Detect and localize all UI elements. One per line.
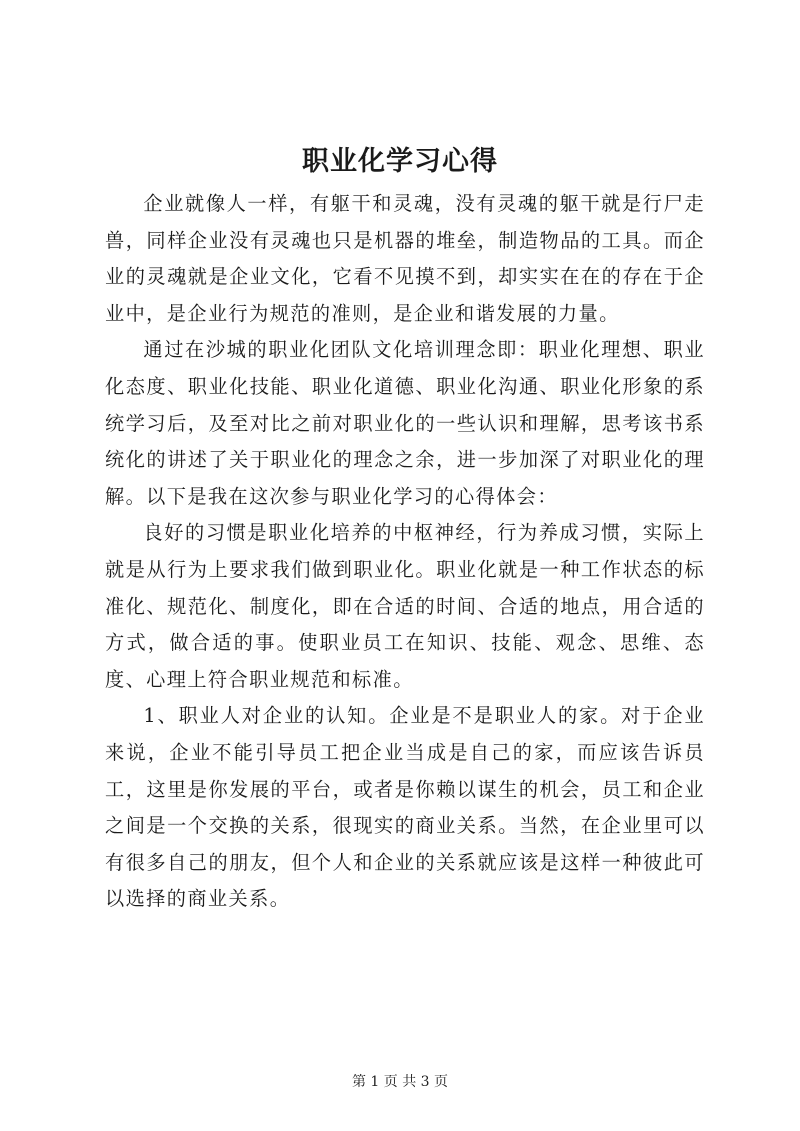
- paragraph-3: 良好的习惯是职业化培养的中枢神经，行为养成习惯，实际上就是从行为上要求我们做到职业化。职业化就是一种工作状态的标准化、规范化、制度化，即在合适的时间、合适的地点，用合适的方式，做合适的事。使职业员工在知识、技能、观念、思维、态度、心理上符合职业规范和标准。: [105, 521, 705, 691]
- document-title: 职业化学习心得: [302, 146, 498, 177]
- paragraph-4: 1、职业人对企业的认知。企业是不是职业人的家。对于企业来说，企业不能引导员工把企业当成是自己的家，而应该告诉员工，这里是你发展的平台，或者是你赖以谋生的机会，员工和企业之间是一个交换的关系，很现实的商业关系。当然，在企业里可以有很多自己的朋友，但个人和企业的关系就应该是这样一种彼此可以选择的商业关系。: [105, 704, 705, 911]
- page-number-footer: 第 1 页 共 3 页: [351, 1074, 449, 1090]
- document-body: [105, 186, 705, 918]
- paragraph-2: 通过在沙城的职业化团队文化培训理念即：职业化理想、职业化态度、职业化技能、职业化道德、职业化沟通、职业化形象的系统学习后，及至对比之前对职业化的一些认识和理解，思考该书系统化的讲述了关于职业化的理念之余，进一步加深了对职业化的理解。以下是我在这次参与职业化学习的心得体会：: [105, 338, 705, 508]
- paragraph-1: 企业就像人一样，有躯干和灵魂，没有灵魂的躯干就是行尸走兽，同样企业没有灵魂也只是机器的堆垒，制造物品的工具。而企业的灵魂就是企业文化，它看不见摸不到，却实实在在的存在于企业中，是企业行为规范的准则，是企业和谐发展的力量。: [105, 192, 705, 325]
